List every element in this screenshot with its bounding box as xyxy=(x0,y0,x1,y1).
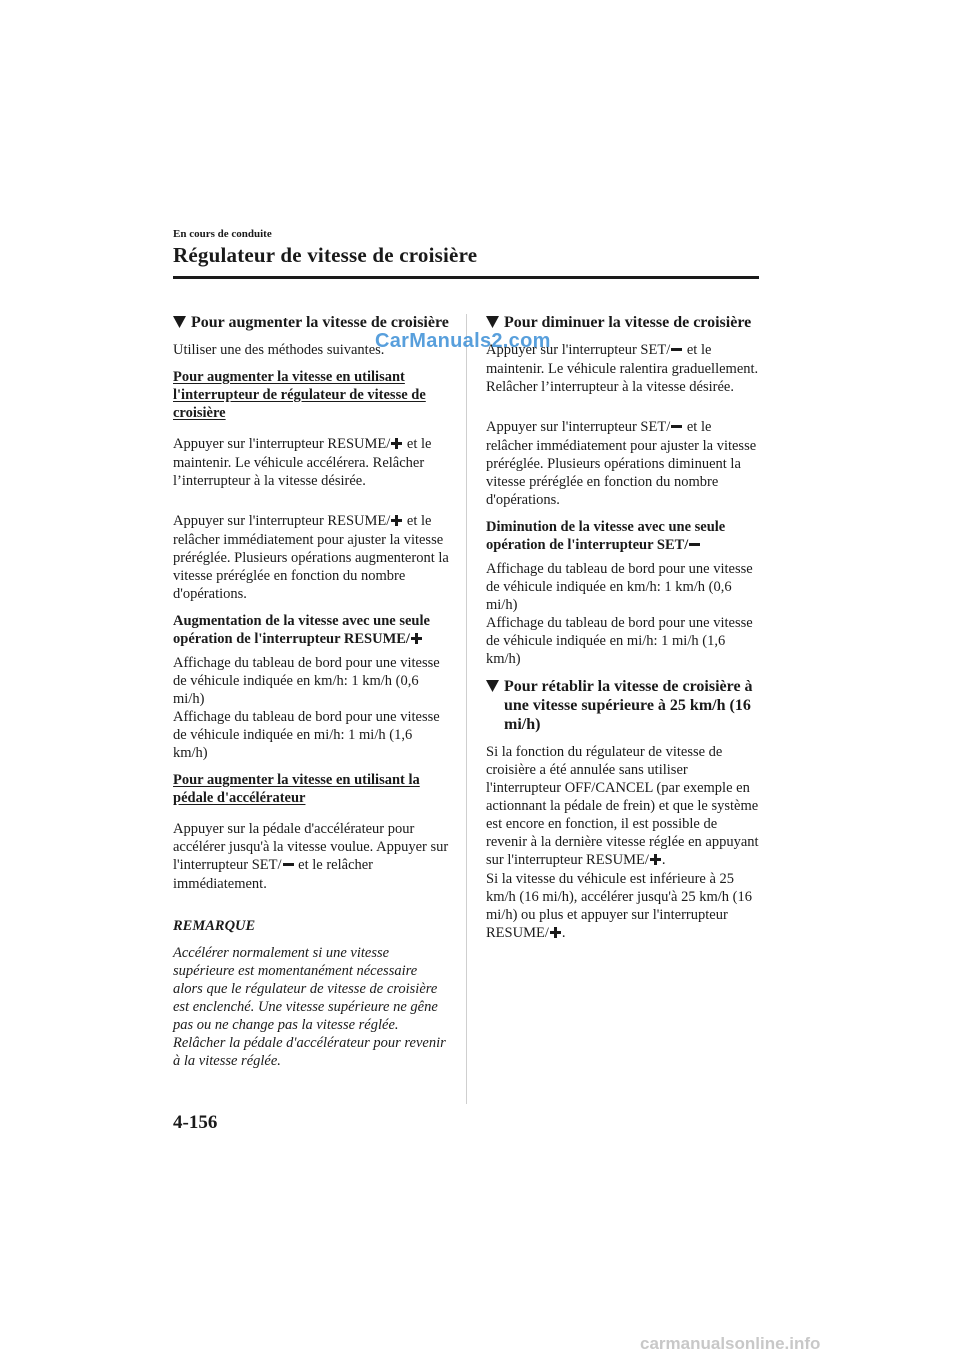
page-number: 4-156 xyxy=(173,1112,218,1133)
page-title: Régulateur de vitesse de croisière xyxy=(173,243,478,267)
right-column xyxy=(486,313,759,952)
heading-restore-speed xyxy=(486,677,759,734)
heading-restore-text: Pour rétablir la vitesse de croisière à une vitesse supérieure à 25 km/h (16 mi/h) xyxy=(504,678,753,733)
plus-icon xyxy=(550,925,561,943)
watermark-text: CarManuals2.com xyxy=(375,330,551,352)
triangle-down-icon xyxy=(173,313,187,332)
subheading-single-operation-set: Diminution de la vitesse avec une seule opération de l'interrupteur SET/ xyxy=(486,519,726,553)
note-title: REMARQUE xyxy=(173,918,256,934)
kmh-display-text: Affichage du tableau de bord pour une vitesse de véhicule indiquée en km/h: 1 km/h (0,6 mi/h) xyxy=(173,655,440,707)
paragraph-restore: Si la fonction du régulateur de vitesse de croisière a été annulée sans utiliser l'interrupteur OFF/CANCEL (par exemple en actionnant la pédale de frein) et que le système est encore en fonction, il est possible de revenir à la dernière vitesse réglée en appuyant sur l'interrupteur RESUME/ . xyxy=(486,744,759,868)
heading-decrease-text: Pour diminuer la vitesse de croisière xyxy=(504,314,752,331)
paragraph-low-speed: Si la vitesse du véhicule est inférieure à 25 km/h (16 mi/h), accélérer jusqu'à 25 km/h (16 mi/h) ou plus et appuyer sur l'interrupteur RESUME/ . xyxy=(486,871,752,941)
mph-display-text: Affichage du tableau de bord pour une vitesse de véhicule indiquée en mi/h: 1 mi/h (1,6 km/h) xyxy=(173,709,440,761)
plus-icon xyxy=(650,852,661,870)
paragraph-pedal: Appuyer sur la pédale d'accélérateur pour accélérer jusqu'à la vitesse voulue. Appuyer sur l'interrupteur SET/ et le relâcher immédiatement. xyxy=(173,821,449,892)
footer-site-link[interactable]: carmanualsonline.info xyxy=(640,1334,821,1353)
minus-icon xyxy=(283,857,294,875)
plus-icon xyxy=(391,513,402,531)
heading-increase-text: Pour augmenter la vitesse de croisière xyxy=(191,314,449,331)
paragraph-hold-set: Appuyer sur l'interrupteur SET/ et le maintenir. Le véhicule ralentira graduellement. Relâcher l’interrupteur à la vitesse désirée. xyxy=(486,342,759,395)
paragraph-tap-resume: Appuyer sur l'interrupteur RESUME/ et le relâcher immédiatement pour ajuster la vitesse préréglée. Plusieurs opérations augmenteront la vitesse préréglée en fonction du nombre d'opérations. xyxy=(173,513,449,602)
minus-icon xyxy=(671,419,682,437)
mph-display-text: Affichage du tableau de bord pour une vitesse de véhicule indiquée en mi/h: 1 mi/h (1,6 km/h) xyxy=(486,615,753,667)
subheading-switch: Pour augmenter la vitesse en utilisant l'interrupteur de régulateur de vitesse de croisière xyxy=(173,369,426,421)
plus-icon xyxy=(391,436,402,454)
minus-icon xyxy=(689,537,700,555)
left-column xyxy=(173,313,449,1079)
intro-text: Utiliser une des méthodes suivantes. xyxy=(173,342,385,358)
note-text: Accélérer normalement si une vitesse supérieure est momentanément nécessaire alors que le régulateur de vitesse de croisière est enclenché. Une vitesse supérieure ne gêne pas ou ne change pas la vitesse réglée. Relâcher la pédale d'accélérateur pour revenir à la vitesse réglée. xyxy=(173,945,446,1069)
kmh-display-text: Affichage du tableau de bord pour une vitesse de véhicule indiquée en km/h: 1 km/h (0,6 mi/h) xyxy=(486,561,753,613)
title-divider xyxy=(173,276,759,279)
paragraph-tap-set: Appuyer sur l'interrupteur SET/ et le relâcher immédiatement pour ajuster la vitesse préréglée. Plusieurs opérations diminuent la vitesse préréglée en fonction du nombre d'opérations. xyxy=(486,419,757,508)
plus-icon xyxy=(411,631,422,649)
section-label: En cours de conduite xyxy=(173,228,272,240)
minus-icon xyxy=(671,342,682,360)
subheading-pedal: Pour augmenter la vitesse en utilisant la pédale d'accélérateur xyxy=(173,772,420,806)
column-divider xyxy=(466,314,467,1104)
subheading-single-operation: Augmentation de la vitesse avec une seule opération de l'interrupteur RESUME/ xyxy=(173,613,430,647)
paragraph-hold-resume: Appuyer sur l'interrupteur RESUME/ et le maintenir. Le véhicule accélérera. Relâcher l’interrupteur à la vitesse désirée. xyxy=(173,436,432,489)
triangle-down-icon xyxy=(486,677,500,734)
